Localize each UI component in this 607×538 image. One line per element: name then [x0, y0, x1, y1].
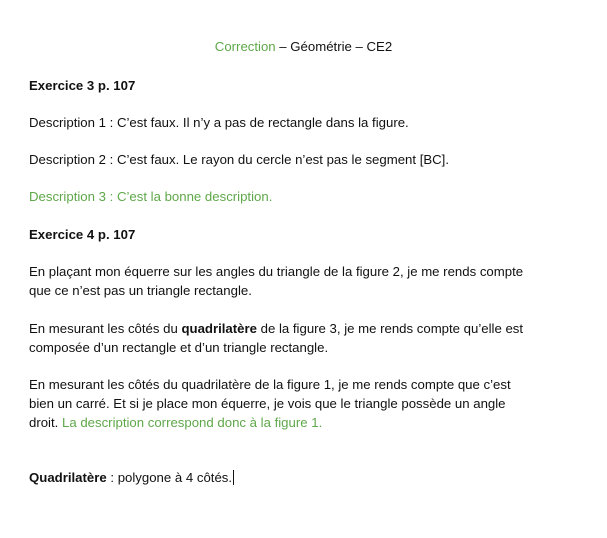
definition-term: Quadrilatère	[29, 470, 107, 485]
text-cursor	[233, 470, 234, 485]
paragraph-2-text-a: En mesurant les côtés du	[29, 321, 182, 336]
paragraph-2-line-2: composée d’un rectangle et d’un triangle rectangle.	[29, 340, 329, 355]
paragraph-1-line-2: que ce n’est pas un triangle rectangle.	[29, 283, 252, 298]
title-correction: Correction	[214, 39, 276, 54]
title-subject: – Géométrie – CE2	[275, 39, 393, 54]
paragraph-3-line-3	[29, 413, 322, 432]
paragraph-3-line-2: bien un carré. Et si je place mon équerre, je vois que le triangle possède un angle	[29, 396, 506, 411]
exercise-4-heading: Exercice 4 p. 107	[29, 227, 136, 242]
paragraph-3-conclusion: La description correspond donc à la figure 1.	[61, 415, 323, 430]
page-title	[0, 37, 607, 56]
paragraph-3-text-a: droit.	[29, 415, 62, 430]
definition-text: : polygone à 4 côtés.	[106, 470, 233, 485]
paragraph-1-line-1: En plaçant mon équerre sur les angles du triangle de la figure 2, je me rends compte	[29, 264, 524, 279]
description-1: Description 1 : C’est faux. Il n’y a pas de rectangle dans la figure.	[29, 115, 409, 130]
exercise-3-heading: Exercice 3 p. 107	[29, 78, 136, 93]
paragraph-2-line-1	[29, 319, 523, 338]
definition-line	[29, 468, 234, 487]
quadrilatere-bold-word: quadrilatère	[181, 321, 257, 336]
description-2: Description 2 : C’est faux. Le rayon du cercle n’est pas le segment [BC].	[29, 152, 450, 167]
description-3: Description 3 : C’est la bonne description.	[29, 189, 273, 204]
paragraph-2-text-c: de la figure 3, je me rends compte qu’elle est	[256, 321, 524, 336]
paragraph-3-line-1: En mesurant les côtés du quadrilatère de la figure 1, je me rends compte que c’est	[29, 377, 511, 392]
